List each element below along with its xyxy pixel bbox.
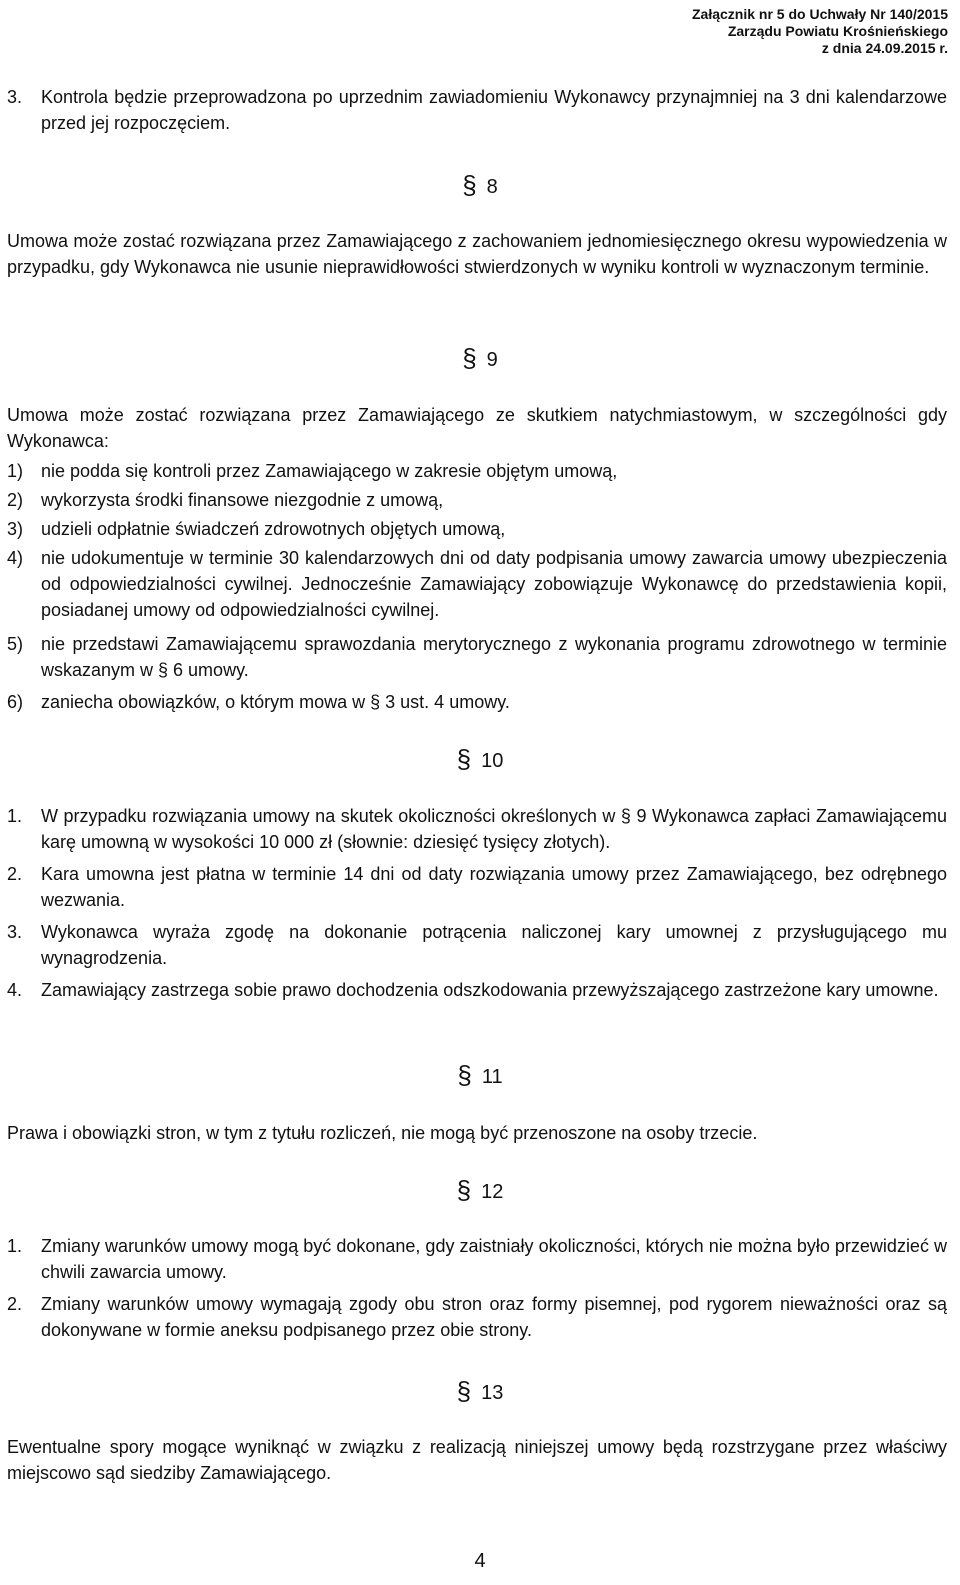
header-line-1: Załącznik nr 5 do Uchwały Nr 140/2015 (691, 6, 948, 22)
list-item (7, 1291, 947, 1343)
section-symbol: § (462, 170, 477, 200)
item-text: W przypadku rozwiązania umowy na skutek okoliczności określonych w § 9 Wykonawca zapłaci Zamawiającemu karę umowną w wysokości 10 000 zł (słownie: dziesięć tysięcy złotych). (41, 806, 947, 852)
section-number: 12 (481, 1181, 504, 1203)
item-number: 6) (7, 692, 24, 712)
item-text: nie udokumentuje w terminie 30 kalendarzowych dni od daty podpisania umowy zawarcia umowy ubezpieczenia od odpowiedzialności cywilnej. Jednocześnie Zamawiający zobowiązuje Wykonawcę do przedstawienia kopii, posiadanej umowy od odpowiedzialności cywilnej. (41, 548, 947, 620)
section-symbol: § (456, 1175, 472, 1205)
item-number: 3) (7, 519, 24, 539)
item-number: 4) (7, 548, 24, 568)
item-text: Zmiany warunków umowy mogą być dokonane, gdy zaistniały okoliczności, których nie można było przewidzieć w chwili zawarcia umowy. (41, 1236, 947, 1282)
list-item (7, 545, 947, 623)
list-item (7, 1233, 947, 1285)
list-item (7, 487, 947, 513)
list-item (7, 516, 947, 542)
header-line-2: Zarządu Powiatu Krośnieńskiego (727, 23, 948, 39)
section-number: 13 (481, 1382, 504, 1404)
item-text: udzieli odpłatnie świadczeń zdrowotnych objętych umową, (41, 519, 506, 539)
section-symbol: § (456, 1376, 472, 1406)
list-item (7, 861, 947, 913)
item-number: 1) (7, 461, 24, 481)
item-number: 1. (7, 806, 23, 826)
section-symbol: § (462, 343, 477, 373)
item-number: 5) (7, 634, 24, 654)
item-number: 3. (7, 87, 23, 107)
item-number: 2. (7, 864, 23, 884)
attachment-header (692, 6, 948, 57)
item-text: Kontrola będzie przeprowadzona po uprzednim zawiadomieniu Wykonawcy przynajmniej na 3 dni kalendarzowe przed jej rozpoczęciem. (41, 87, 947, 133)
list-item (7, 919, 947, 971)
section-symbol: § (457, 1060, 472, 1090)
item-text: nie przedstawi Zamawiającemu sprawozdania merytorycznego z wykonania programu zdrowotnego w terminie wskazanym w § 6 umowy. (41, 634, 947, 680)
section-heading-9 (0, 345, 960, 373)
item-text: Zamawiający zastrzega sobie prawo dochodzenia odszkodowania przewyższającego zastrzeżone kary umowne. (41, 980, 939, 1000)
section-8-paragraph: Umowa może zostać rozwiązana przez Zamawiającego z zachowaniem jednomiesięcznego okresu wypowiedzenia w przypadku, gdy Wykonawca nie usunie nieprawidłowości stwierdzonych w wyniku kontroli w wyznaczonym terminie. (7, 231, 947, 277)
section-symbol: § (456, 744, 472, 774)
section-heading-8 (0, 172, 960, 200)
page-number: 4 (474, 1550, 486, 1572)
section-11-paragraph: Prawa i obowiązki stron, w tym z tytułu rozliczeń, nie mogą być przenoszone na osoby trzecie. (7, 1123, 758, 1143)
item-number: 1. (7, 1236, 23, 1256)
section-9-intro: Umowa może zostać rozwiązana przez Zamawiającego ze skutkiem natychmiastowym, w szczególności gdy Wykonawca: (7, 405, 947, 451)
list-item (7, 803, 947, 855)
section-number: 8 (486, 176, 498, 198)
section-heading-12 (0, 1177, 960, 1205)
item-number: 3. (7, 922, 23, 942)
section-heading-10 (0, 746, 960, 774)
list-item (7, 977, 947, 1003)
list-item (7, 458, 947, 484)
item-text: Wykonawca wyraża zgodę na dokonanie potrącenia naliczonej kary umownej z przysługującego mu wynagrodzenia. (41, 922, 947, 968)
section-13-paragraph: Ewentualne spory mogące wyniknąć w związku z realizacją niniejszej umowy będą rozstrzygane przez właściwy miejscowo sąd siedziby Zamawiającego. (7, 1437, 947, 1483)
section-heading-13 (0, 1378, 960, 1406)
item-text: Kara umowna jest płatna w terminie 14 dni od daty rozwiązania umowy przez Zamawiającego, bez odrębnego wezwania. (41, 864, 947, 910)
item-number: 2) (7, 490, 24, 510)
list-item (7, 84, 947, 136)
item-text: nie podda się kontroli przez Zamawiającego w zakresie objętym umową, (41, 461, 618, 481)
section-number: 9 (486, 349, 498, 371)
header-line-3: z dnia 24.09.2015 r. (821, 40, 948, 56)
list-item (7, 631, 947, 683)
list-item (7, 689, 947, 715)
section-number: 11 (481, 1066, 503, 1088)
section-heading-11 (0, 1062, 960, 1090)
item-number: 2. (7, 1294, 23, 1314)
item-text: Zmiany warunków umowy wymagają zgody obu stron oraz formy pisemnej, pod rygorem nieważności oraz są dokonywane w formie aneksu podpisanego przez obie strony. (41, 1294, 947, 1340)
item-text: zaniecha obowiązków, o którym mowa w § 3 ust. 4 umowy. (41, 692, 510, 712)
item-text: wykorzysta środki finansowe niezgodnie z umową, (41, 490, 444, 510)
item-number: 4. (7, 980, 23, 1000)
section-number: 10 (481, 750, 504, 772)
